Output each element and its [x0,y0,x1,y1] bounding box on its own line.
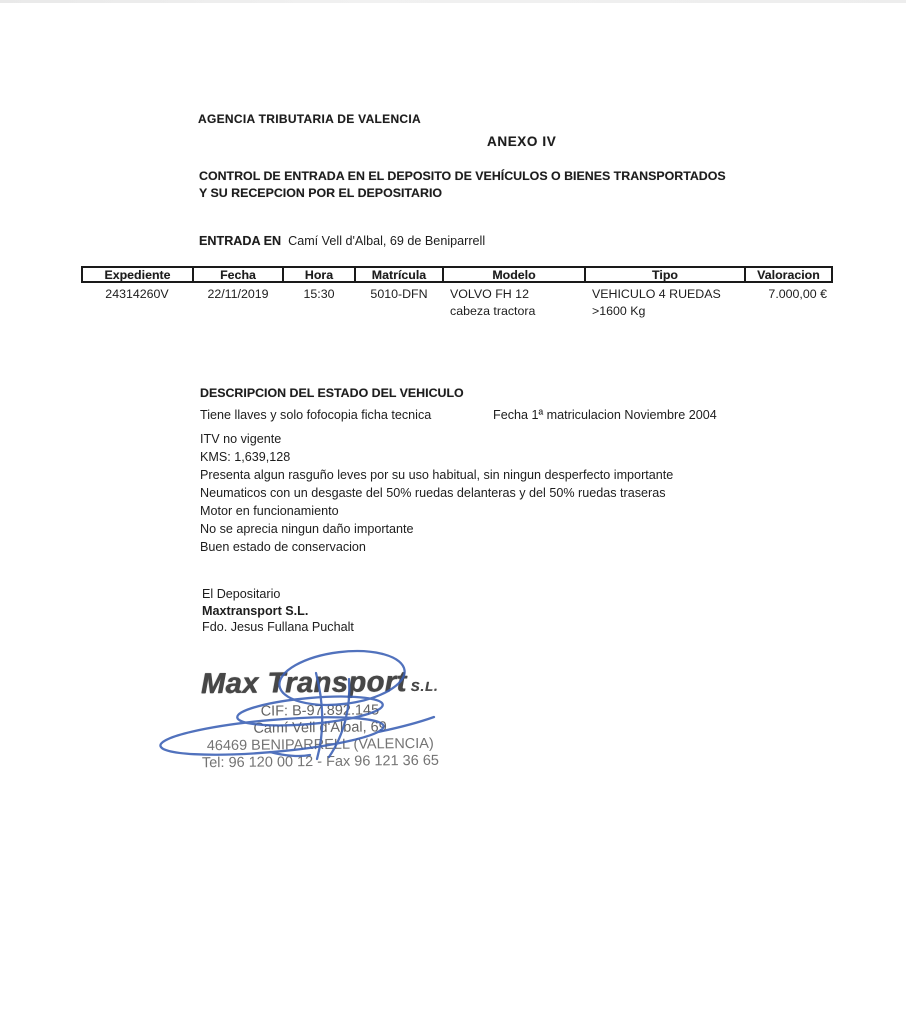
header-cell-modelo: Modelo [443,266,585,283]
description-line: Motor en funcionamiento [200,504,339,518]
header-cell-expediente: Expediente [81,266,193,283]
description-line: KMS: 1,639,128 [200,450,291,464]
header-cell-fecha: Fecha [193,266,283,283]
modelo-line1: VOLVO FH 12 [450,287,529,301]
stamp-phone: Tel: 96 120 00 12 - Fax 96 121 36 65 [201,752,440,772]
modelo-line2: cabeza tractora [450,303,536,318]
description-lines [200,430,820,556]
document-title-line1: CONTROL DE ENTRADA EN EL DEPOSITO DE VEHÍCULOS O BIENES TRANSPORTADOS [199,169,726,183]
header-cell-hora: Hora [283,266,355,283]
tipo-line2: >1600 Kg [592,303,646,318]
description-line: ITV no vigente [200,432,282,446]
entrada-label: ENTRADA EN [199,234,282,248]
cell-valoracion: 7.000,00 € [768,287,827,301]
table-header-row [81,266,833,283]
description-title: DESCRIPCION DEL ESTADO DEL VEHICULO [200,386,464,400]
depositary-company: Maxtransport S.L. [202,603,309,618]
stamp-address: Camí Vell d'Albal, 69 [253,719,387,737]
description-first-line [200,408,820,424]
header-cell-valoracion: Valoracion [745,266,833,283]
stamp-logo-suffix: S.L. [410,678,439,695]
description-section [200,386,820,556]
signature-ink [150,645,480,780]
vehicle-table [81,266,833,319]
cell-expediente: 24314260V [105,287,169,301]
annex-title: ANEXO IV [487,134,557,149]
header-cell-tipo: Tipo [585,266,745,283]
description-line: No se aprecia ningun daño importante [200,522,414,536]
cell-tipo [585,286,745,319]
stamp-city: 46469 BENIPARRELL (VALENCIA) [206,735,434,755]
document-title-line2: Y SU RECEPCION POR EL DEPOSITARIO [199,185,443,200]
cell-matricula: 5010-DFN [370,287,428,301]
agency-title: AGENCIA TRIBUTARIA DE VALENCIA [198,112,421,126]
first-registration-note: Fecha 1ª matriculacion Noviembre 2004 [493,408,717,422]
entrada-line [199,234,485,248]
description-line: Neumaticos con un desgaste del 50% ruedas delanteras y del 50% ruedas traseras [200,486,666,500]
cell-modelo [443,286,585,319]
cell-hora: 15:30 [303,287,335,301]
header-cell-matricula: Matrícula [355,266,443,283]
tipo-line1: VEHICULO 4 RUEDAS [592,287,721,301]
cell-fecha: 22/11/2019 [207,287,269,301]
entrada-address: Camí Vell d'Albal, 69 de Beniparrell [288,234,486,248]
description-line: Buen estado de conservacion [200,540,366,554]
description-line: Presenta algun rasguño leves por su uso habitual, sin ningun desperfecto importante [200,468,674,482]
document-title [199,168,779,201]
table-row [81,286,833,319]
keys-note: Tiene llaves y solo fofocopia ficha tecnica [200,408,432,422]
scan-edge-artifact [0,0,906,3]
depositary-block [202,586,354,636]
stamp-logo-name: Max Transport [200,666,407,701]
depositary-role: El Depositario [202,587,281,601]
stamp-cif: CIF: B-97.892.145 [260,702,380,720]
depositary-signed-by: Fdo. Jesus Fullana Puchalt [202,620,354,634]
